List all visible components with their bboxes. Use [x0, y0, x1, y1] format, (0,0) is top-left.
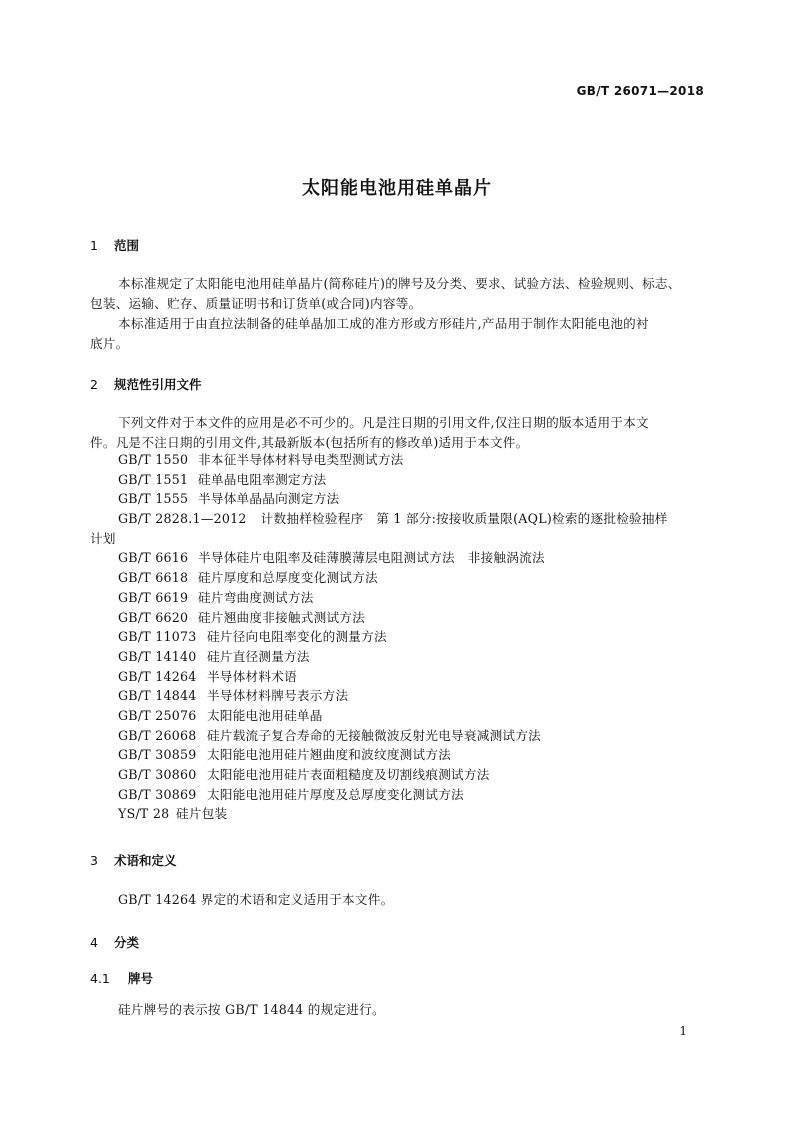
- reference-item: [90, 706, 706, 726]
- paragraph-line: 硅片牌号的表示按 GB/T 14844 的规定进行。: [118, 1002, 385, 1017]
- reference-code: GB/T 1550: [118, 452, 189, 467]
- reference-title: 半导体单晶晶向测定方法: [198, 491, 340, 507]
- section-heading-terms: [90, 851, 177, 869]
- reference-code: GB/T 2828.1—2012: [118, 511, 247, 527]
- reference-code: GB/T 6616: [118, 550, 189, 566]
- scope-paragraph-1: [90, 274, 706, 314]
- reference-item: [90, 568, 706, 588]
- reference-item: [90, 667, 706, 687]
- reference-title: 半导体材料术语: [207, 668, 297, 684]
- reference-code: GB/T 1551: [118, 471, 189, 487]
- scope-paragraph-2: [90, 314, 706, 354]
- paragraph-line: 底片。: [90, 336, 129, 351]
- reference-item: [90, 726, 706, 746]
- reference-code: GB/T 6620: [118, 609, 189, 625]
- section-heading-references: [90, 375, 202, 393]
- page-number: 1: [679, 1024, 687, 1038]
- reference-item: [90, 686, 706, 706]
- reference-item: [90, 804, 706, 824]
- reference-title: 太阳能电池用硅片厚度及总厚度变化测试方法: [207, 786, 464, 802]
- reference-item: [90, 785, 706, 805]
- terms-paragraph: [90, 890, 706, 910]
- reference-code: GB/T 6619: [118, 589, 189, 605]
- reference-title: 硅单晶电阻率测定方法: [198, 471, 327, 487]
- reference-title: 太阳能电池用硅片表面粗糙度及切割线痕测试方法: [207, 767, 490, 783]
- reference-code: GB/T 25076: [118, 707, 197, 723]
- reference-title: 半导体材料牌号表示方法: [207, 688, 349, 704]
- subsection-title: 牌号: [128, 971, 154, 986]
- paragraph-line: 本标准规定了太阳能电池用硅单晶片(简称硅片)的牌号及分类、要求、试验方法、检验规则、标志、: [118, 276, 681, 291]
- subsection-number: 4.1: [90, 971, 110, 986]
- reference-code: GB/T 14264: [118, 668, 197, 684]
- reference-code: GB/T 1555: [118, 491, 189, 507]
- paragraph-line: 件。凡是不注日期的引用文件,其最新版本(包括所有的修改单)适用于本文件。: [90, 435, 529, 450]
- reference-title: 计数抽样检验程序 第 1 部分:按接收质量限(AQL)检索的逐批检验抽样: [260, 511, 668, 527]
- section-title: 规范性引用文件: [114, 377, 202, 392]
- reference-code: GB/T 30860: [118, 767, 197, 783]
- reference-item: [90, 627, 706, 647]
- reference-title: 硅片直径测量方法: [207, 648, 310, 664]
- reference-item: [90, 450, 706, 470]
- paragraph-line: 包装、运输、贮存、质量证明书和订货单(或合同)内容等。: [90, 296, 422, 311]
- section-title: 术语和定义: [114, 853, 177, 868]
- reference-item: [90, 548, 706, 568]
- section-number: 2: [90, 377, 98, 392]
- paragraph-line: GB/T 14264 界定的术语和定义适用于本文件。: [118, 892, 394, 907]
- reference-code: GB/T 6618: [118, 570, 189, 586]
- reference-title: 太阳能电池用硅片翘曲度和波纹度测试方法: [207, 747, 452, 763]
- reference-list: [90, 450, 706, 824]
- reference-item: [90, 588, 706, 608]
- reference-title: 硅片厚度和总厚度变化测试方法: [198, 570, 378, 586]
- reference-code: GB/T 30869: [118, 786, 197, 802]
- reference-item: [90, 489, 706, 509]
- reference-code: GB/T 14844: [118, 688, 197, 704]
- section-heading-classification: [90, 933, 139, 951]
- reference-item: [90, 765, 706, 785]
- reference-code: GB/T 11073: [118, 629, 197, 645]
- reference-item: [90, 647, 706, 667]
- subsection-heading-grade: [90, 969, 153, 987]
- grade-paragraph: [90, 1000, 706, 1020]
- reference-title: 硅片翘曲度非接触式测试方法: [198, 609, 365, 625]
- section-number: 3: [90, 853, 98, 868]
- section-heading-scope: [90, 236, 139, 254]
- reference-code: GB/T 30859: [118, 747, 197, 763]
- reference-title: 硅片包装: [176, 806, 228, 822]
- page-title: 太阳能电池用硅单晶片: [302, 178, 492, 199]
- reference-title: 非本征半导体材料导电类型测试方法: [198, 452, 404, 467]
- paragraph-line: 下列文件对于本文件的应用是必不可少的。凡是注日期的引用文件,仅注日期的版本适用于本文: [118, 415, 649, 430]
- reference-title: 硅片径向电阻率变化的测量方法: [207, 629, 387, 645]
- reference-code: GB/T 14140: [118, 648, 197, 664]
- standard-number: GB/T 26071—2018: [576, 84, 704, 98]
- reference-code: YS/T 28: [118, 806, 170, 822]
- reference-item: [90, 470, 706, 490]
- reference-code: GB/T 26068: [118, 727, 197, 743]
- reference-title: 半导体硅片电阻率及硅薄膜薄层电阻测试方法 非接触涡流法: [198, 550, 545, 566]
- section-number: 1: [90, 238, 98, 253]
- references-intro: [90, 413, 706, 453]
- section-title: 范围: [114, 238, 140, 253]
- reference-title: 硅片弯曲度测试方法: [198, 589, 314, 605]
- reference-item: [90, 509, 706, 548]
- reference-line: [118, 509, 706, 529]
- paragraph-line: 本标准适用于由直拉法制备的硅单晶加工成的准方形或方形硅片,产品用于制作太阳能电池的衬: [118, 316, 649, 331]
- section-title: 分类: [114, 935, 140, 950]
- reference-item: [90, 608, 706, 628]
- reference-title: 太阳能电池用硅单晶: [207, 707, 323, 723]
- section-number: 4: [90, 935, 98, 950]
- reference-title: 硅片载流子复合寿命的无接触微波反射光电导衰减测试方法: [207, 727, 541, 743]
- reference-title-continued: 计划: [90, 530, 116, 546]
- reference-item: [90, 745, 706, 765]
